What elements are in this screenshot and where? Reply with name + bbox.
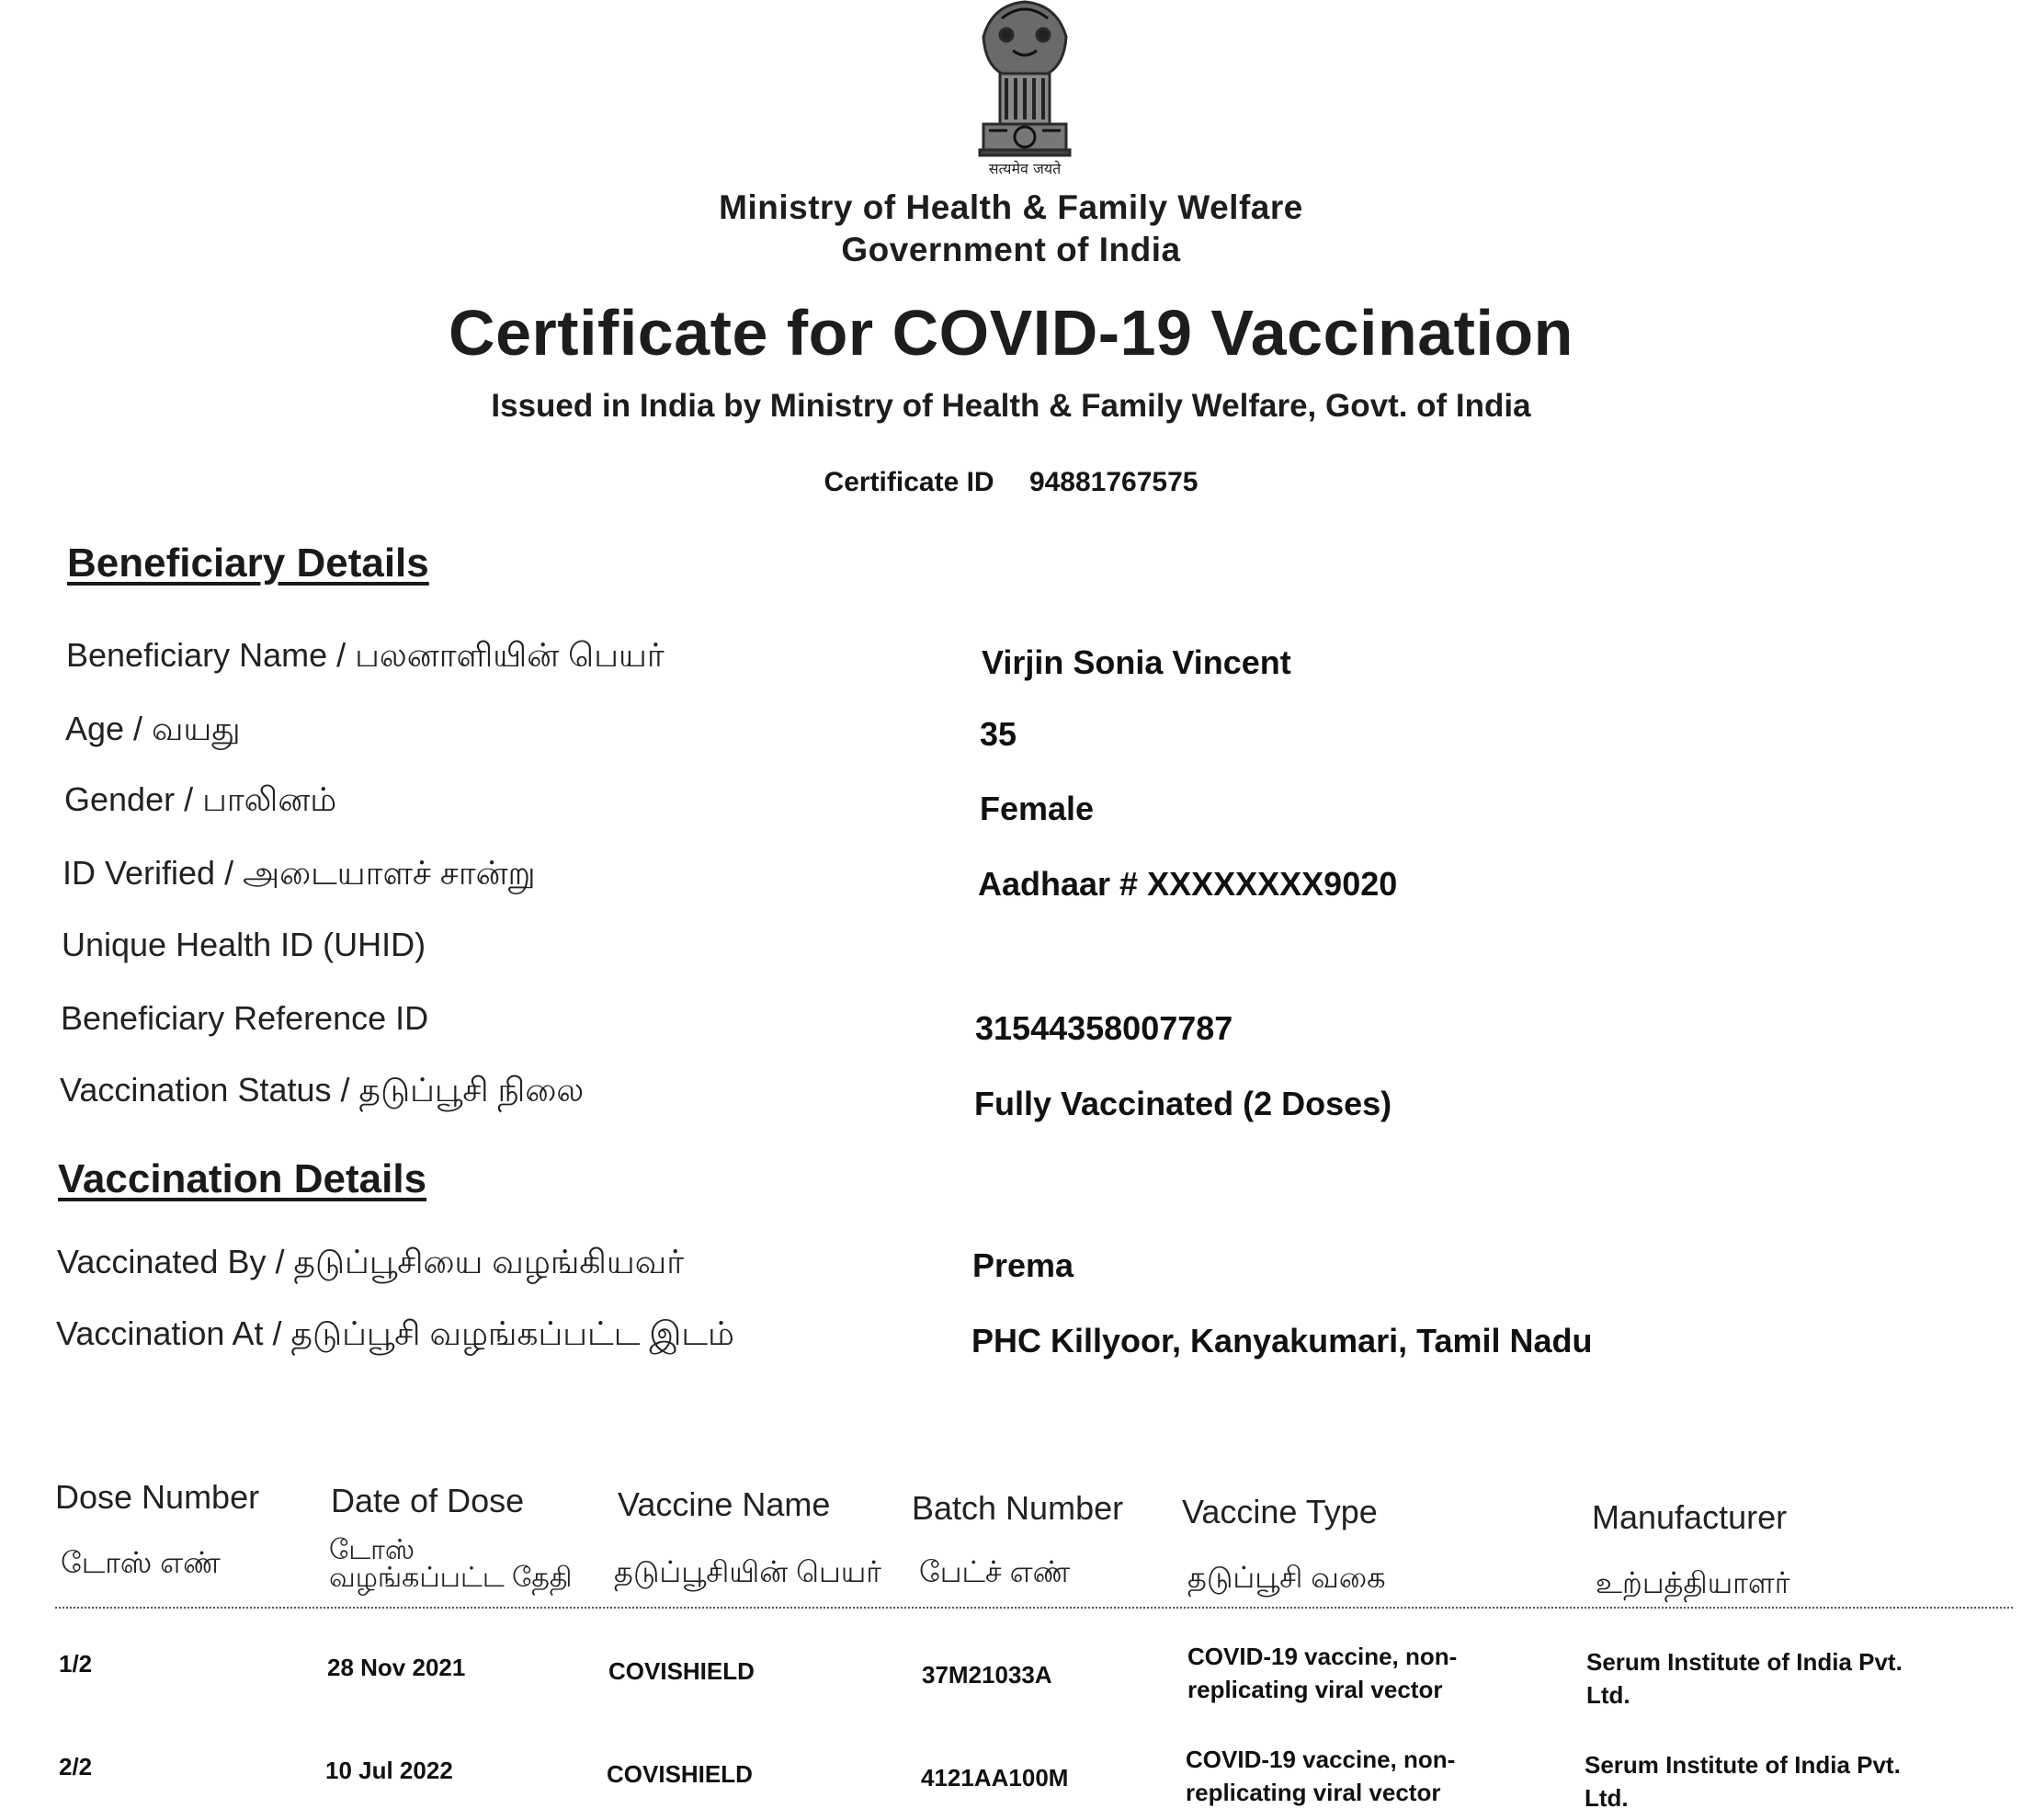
ministry-name: Ministry of Health & Family Welfare xyxy=(719,188,1303,226)
col-header-vaccine-type-ta: தடுப்பூசி வகை xyxy=(1187,1561,1386,1594)
beneficiary-name-label: Beneficiary Name / பலனாளியின் பெயர் xyxy=(66,636,665,674)
vaccinated-by-value: Prema xyxy=(972,1246,1074,1284)
dose-1-vaccine: COVISHIELD xyxy=(608,1657,755,1685)
certificate-title: Certificate for COVID-19 Vaccination xyxy=(449,297,1573,369)
col-header-batch-number-ta: பேட்ச் எண் xyxy=(919,1555,1071,1588)
beneficiary-reference-id-value: 31544358007787 xyxy=(975,1009,1233,1047)
dose-1-batch: 37M21033A xyxy=(922,1661,1052,1689)
id-verified-value: Aadhaar # XXXXXXXX9020 xyxy=(978,865,1398,903)
uhid-label: Unique Health ID (UHID) xyxy=(62,926,426,963)
dose-2-manufacturer: Serum Institute of India Pvt. Ltd. xyxy=(1585,1751,1901,1813)
col-header-dose-number: Dose Number xyxy=(55,1478,260,1516)
gender-value: Female xyxy=(980,790,1095,827)
dose-2-vaccine: COVISHIELD xyxy=(607,1760,753,1788)
vaccination-details-heading: Vaccination Details xyxy=(58,1156,427,1201)
col-header-batch-number: Batch Number xyxy=(912,1489,1124,1527)
table-header-divider xyxy=(55,1607,2013,1609)
dose-2-type: COVID-19 vaccine, non-replicating viral vector xyxy=(1186,1746,1456,1807)
dose-2-batch: 4121AA100M xyxy=(921,1764,1069,1792)
gender-label: Gender / பாலினம் xyxy=(64,780,337,818)
dose-1-date: 28 Nov 2021 xyxy=(327,1654,466,1681)
certificate-id xyxy=(0,467,2022,498)
age-label: Age / வயது xyxy=(65,710,241,747)
beneficiary-name-value: Virjin Sonia Vincent xyxy=(982,643,1291,681)
col-header-manufacturer: Manufacturer xyxy=(1592,1498,1788,1536)
id-verified-label: ID Verified / அடையாளச் சான்று xyxy=(62,854,536,892)
vaccination-status-value: Fully Vaccinated (2 Doses) xyxy=(974,1085,1392,1122)
vaccination-at-label: Vaccination At / தடுப்பூசி வழங்கப்பட்ட இடம் xyxy=(56,1314,734,1352)
vaccination-at-value: PHC Killyoor, Kanyakumari, Tamil Nadu xyxy=(971,1322,1593,1359)
col-header-vaccine-name-ta: தடுப்பூசியின் பெயர் xyxy=(614,1555,881,1588)
col-header-dose-number-ta: டோஸ் எண் xyxy=(61,1546,221,1579)
dose-1-manufacturer: Serum Institute of India Pvt. Ltd. xyxy=(1586,1648,1903,1710)
dose-2-number: 2/2 xyxy=(59,1753,93,1780)
age-value: 35 xyxy=(980,715,1017,753)
beneficiary-reference-id-label: Beneficiary Reference ID xyxy=(61,999,429,1037)
national-emblem-icon xyxy=(956,0,1094,184)
dose-2-date: 10 Jul 2022 xyxy=(325,1757,453,1784)
col-header-date-of-dose: Date of Dose xyxy=(331,1482,525,1519)
col-header-manufacturer-ta: உற்பத்தியாளர் xyxy=(1596,1566,1790,1599)
emblem-motto: सत्यमेव जयते xyxy=(988,160,1062,177)
vaccinated-by-label: Vaccinated By / தடுப்பூசியை வழங்கியவர் xyxy=(57,1243,684,1280)
dose-1-number: 1/2 xyxy=(59,1650,93,1678)
col-header-vaccine-type: Vaccine Type xyxy=(1182,1493,1378,1530)
issued-by-line: Issued in India by Ministry of Health & Family Welfare, Govt. of India xyxy=(491,388,1531,424)
certificate-id-label: Certificate ID xyxy=(824,467,994,497)
beneficiary-details-heading: Beneficiary Details xyxy=(67,540,429,586)
vaccination-status-label: Vaccination Status / தடுப்பூசி நிலை xyxy=(60,1071,585,1109)
col-header-vaccine-name: Vaccine Name xyxy=(618,1485,831,1523)
government-name: Government of India xyxy=(841,231,1181,268)
col-header-date-of-dose-ta: டோஸ் வழங்கப்பட்ட தேதி xyxy=(329,1535,573,1593)
certificate-id-value: 94881767575 xyxy=(1028,467,1198,497)
dose-1-type: COVID-19 vaccine, non-replicating viral vector xyxy=(1187,1643,1458,1704)
